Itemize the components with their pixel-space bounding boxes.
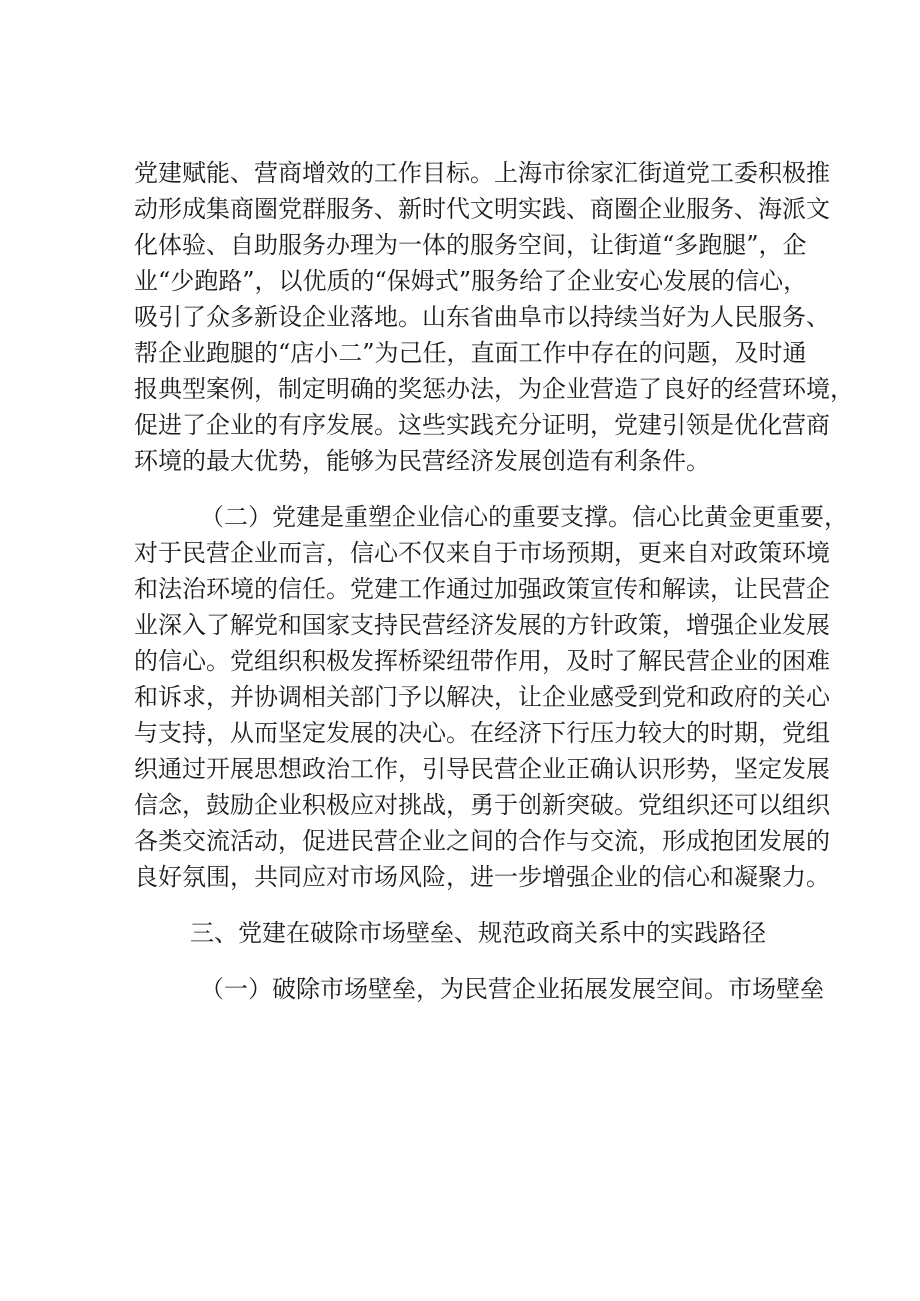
paragraph-local-practices xyxy=(134,155,854,479)
text-line: 对于民营企业而言，信心不仅来自于市场预期，更来自对政策环境 xyxy=(134,539,830,567)
text-line: 与支持，从而坚定发展的决心。在经济下行压力较大的时期，党组 xyxy=(134,719,830,747)
text-line: 和诉求，并协调相关部门予以解决，让企业感受到党和政府的关心 xyxy=(134,683,830,711)
paragraph-spacing xyxy=(134,479,794,499)
text-line: 帮企业跑腿的“店小二”为己任，直面工作中存在的问题，及时通 xyxy=(134,339,807,367)
document-body xyxy=(134,155,854,1007)
text-line: （一）破除市场壁垒，为民营企业拓展发展空间。市场壁垒 xyxy=(200,975,824,1003)
text-line: 化体验、自助服务办理为一体的服务空间，让街道“多跑腿”，企 xyxy=(134,231,807,259)
text-line: 良好氛围，共同应对市场风险，进一步增强企业的信心和凝聚力。 xyxy=(134,863,830,891)
text-line: （二）党建是重塑企业信心的重要支撑。信心比黄金更重要， xyxy=(200,503,848,531)
text-line: 业深入了解党和国家支持民营经济发展的方针政策，增强企业发展 xyxy=(134,611,830,639)
text-line: 促进了企业的有序发展。这些实践充分证明，党建引领是优化营商 xyxy=(134,411,830,439)
text-line: 业“少跑路”，以优质的“保姆式”服务给了企业安心发展的信心， xyxy=(134,267,808,295)
text-line: 动形成集商圈党群服务、新时代文明实践、商圈企业服务、海派文 xyxy=(134,195,830,223)
section-heading-text: 三、党建在破除市场壁垒、规范政商关系中的实践路径 xyxy=(190,919,766,947)
paragraph-spacing xyxy=(134,951,794,971)
text-line: 各类交流活动，促进民营企业之间的合作与交流，形成抱团发展的 xyxy=(134,827,830,855)
section-heading xyxy=(134,915,794,951)
text-line: 环境的最大优势，能够为民营经济发展创造有利条件。 xyxy=(134,447,710,475)
paragraph-market-barriers xyxy=(134,971,824,1007)
paragraph-spacing xyxy=(134,895,794,915)
paragraph-enterprise-confidence xyxy=(134,499,848,895)
text-line: 信念，鼓励企业积极应对挑战，勇于创新突破。党组织还可以组织 xyxy=(134,791,830,819)
text-line: 织通过开展思想政治工作，引导民营企业正确认识形势，坚定发展 xyxy=(134,755,830,783)
text-line: 的信心。党组织积极发挥桥梁纽带作用，及时了解民营企业的困难 xyxy=(134,647,830,675)
text-line: 和法治环境的信任。党建工作通过加强政策宣传和解读，让民营企 xyxy=(134,575,830,603)
text-line: 党建赋能、营商增效的工作目标。上海市徐家汇街道党工委积极推 xyxy=(134,159,830,187)
text-line: 吸引了众多新设企业落地。山东省曲阜市以持续当好为人民服务、 xyxy=(134,303,830,331)
text-line: 报典型案例，制定明确的奖惩办法，为企业营造了良好的经营环境， xyxy=(134,375,854,403)
